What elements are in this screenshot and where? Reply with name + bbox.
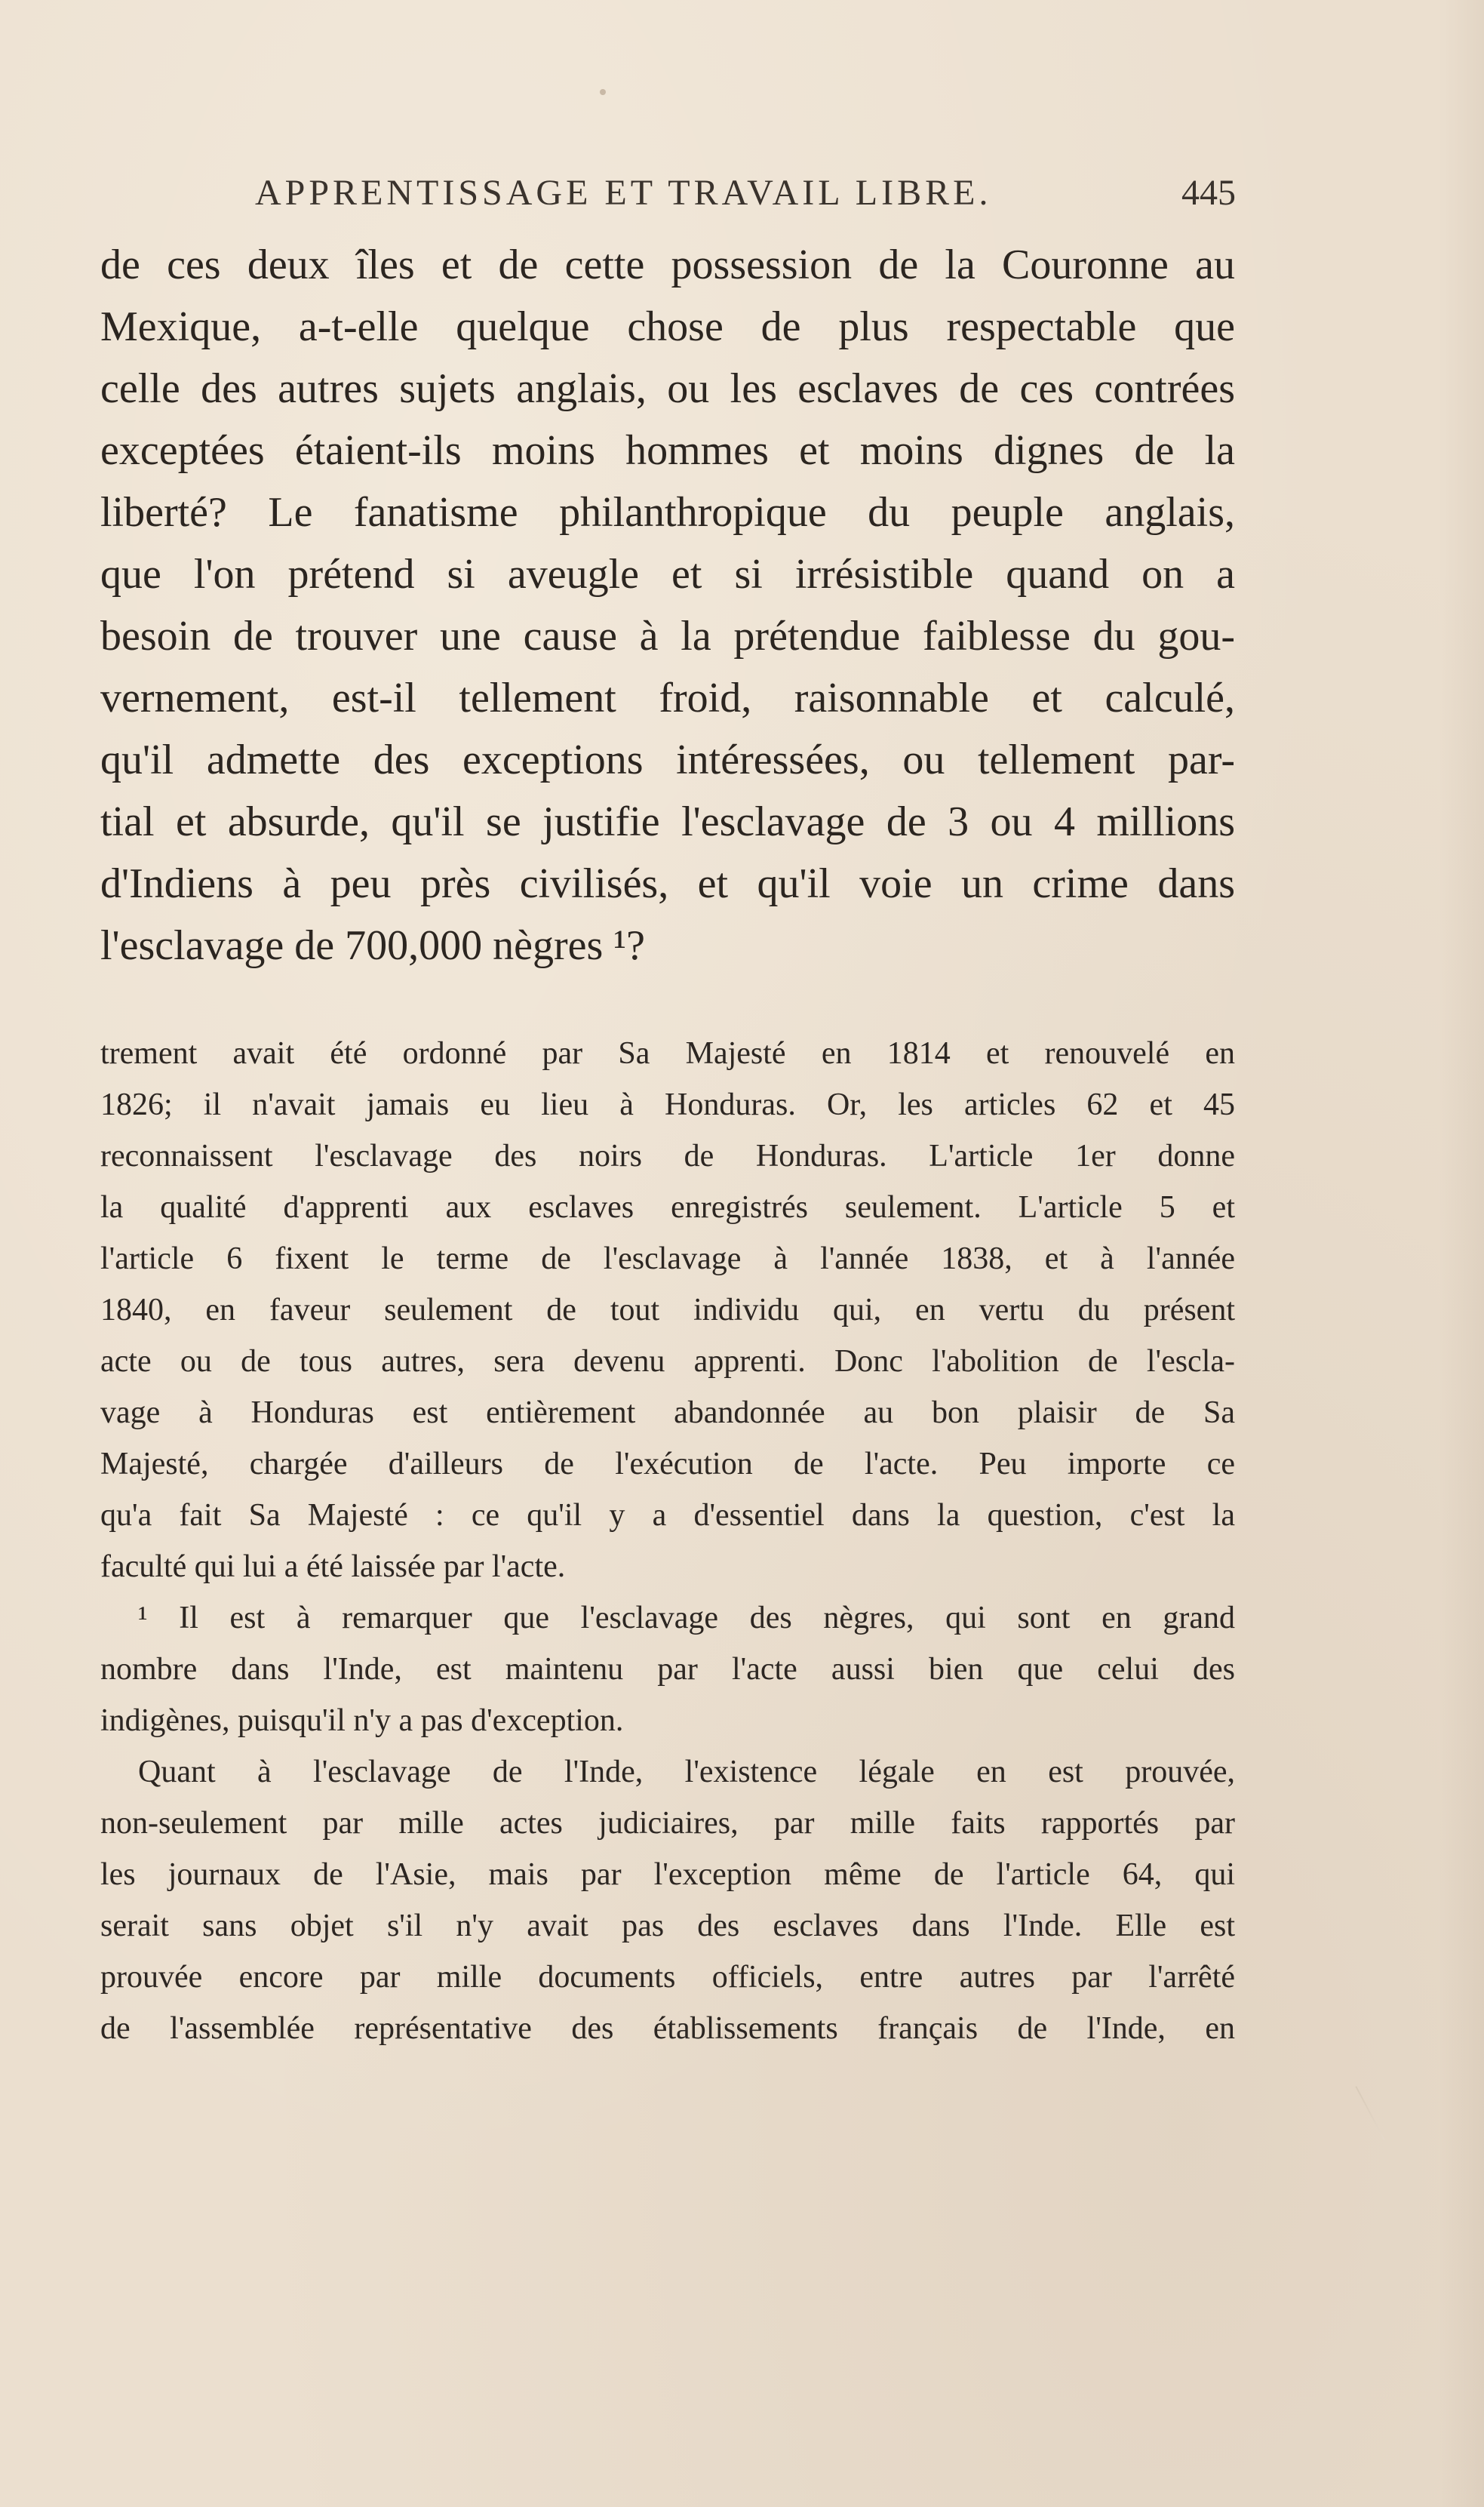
main-text-line: qu'il admette des exceptions intéressées, ou tellement par-: [100, 737, 1235, 783]
main-text-line: que l'on prétend si aveugle et si irrésistible quand on a: [100, 551, 1235, 598]
running-title: APPRENTISSAGE ET TRAVAIL LIBRE.: [255, 173, 992, 213]
main-text-line: de ces deux îles et de cette possession de la Couronne au: [100, 241, 1235, 288]
main-text-line: celle des autres sujets anglais, ou les esclaves de ces contrées: [100, 365, 1235, 412]
main-text-line: exceptées étaient-ils moins hommes et moins dignes de la: [100, 427, 1235, 474]
main-text-line: Mexique, a-t-elle quelque chose de plus respectable que: [100, 303, 1235, 350]
page-number: 445: [1181, 173, 1236, 213]
note-line: 1826; il n'avait jamais eu lieu à Honduras. Or, les articles 62 et 45: [100, 1087, 1235, 1122]
main-text-line: besoin de trouver une cause à la prétendue faiblesse du gou-: [100, 613, 1235, 660]
note-line: trement avait été ordonné par Sa Majesté en 1814 et renouvelé en: [100, 1036, 1235, 1071]
main-text-line: tial et absurde, qu'il se justifie l'esclavage de 3 ou 4 millions: [100, 798, 1235, 845]
running-header: [255, 172, 1236, 220]
note-line: l'article 6 fixent le terme de l'esclavage à l'année 1838, et à l'année: [100, 1241, 1235, 1276]
main-text-line-last: l'esclavage de 700,000 nègres ¹?: [100, 922, 645, 969]
note-line: 1840, en faveur seulement de tout individu qui, en vertu du présent: [100, 1293, 1235, 1327]
note-line: vage à Honduras est entièrement abandonnée au bon plaisir de Sa: [100, 1395, 1235, 1430]
main-text-line: liberté? Le fanatisme philanthropique du peuple anglais,: [100, 489, 1235, 536]
note-paragraph-line: les journaux de l'Asie, mais par l'exception même de l'article 64, qui: [100, 1857, 1235, 1892]
footnote-1-line: nombre dans l'Inde, est maintenu par l'acte aussi bien que celui des: [100, 1652, 1235, 1687]
footnote-1-line: ¹ Il est à remarquer que l'esclavage des nègres, qui sont en grand: [138, 1601, 1235, 1635]
note-paragraph-line: non-seulement par mille actes judiciaires, par mille faits rapportés par: [100, 1806, 1235, 1841]
footnote-1-line-last: indigènes, puisqu'il n'y a pas d'exception.: [100, 1703, 624, 1738]
note-line: la qualité d'apprenti aux esclaves enregistrés seulement. L'article 5 et: [100, 1190, 1235, 1225]
note-line: qu'a fait Sa Majesté : ce qu'il y a d'essentiel dans la question, c'est la: [100, 1498, 1235, 1533]
note-line: Majesté, chargée d'ailleurs de l'exécution de l'acte. Peu importe ce: [100, 1447, 1235, 1481]
main-text-line: d'Indiens à peu près civilisés, et qu'il voie un crime dans: [100, 860, 1235, 907]
main-text-block: [100, 234, 1235, 977]
main-text-line: vernement, est-il tellement froid, raisonnable et calculé,: [100, 675, 1235, 721]
footnotes-block: [100, 1028, 1235, 2054]
page-edge-shadow: [1439, 0, 1484, 2507]
note-line-last: faculté qui lui a été laissée par l'acte.: [100, 1549, 566, 1584]
paper-spot: [600, 89, 606, 95]
note-paragraph-line: Quant à l'esclavage de l'Inde, l'existence légale en est prouvée,: [138, 1755, 1235, 1789]
note-paragraph-line: prouvée encore par mille documents officiels, entre autres par l'arrêté: [100, 1960, 1235, 1995]
note-paragraph-line: de l'assemblée représentative des établissements français de l'Inde, en: [100, 2011, 1235, 2046]
note-paragraph-line: serait sans objet s'il n'y avait pas des esclaves dans l'Inde. Elle est: [100, 1909, 1235, 1943]
note-line: reconnaissent l'esclavage des noirs de Honduras. L'article 1er donne: [100, 1139, 1235, 1174]
note-line: acte ou de tous autres, sera devenu apprenti. Donc l'abolition de l'escla-: [100, 1344, 1235, 1379]
